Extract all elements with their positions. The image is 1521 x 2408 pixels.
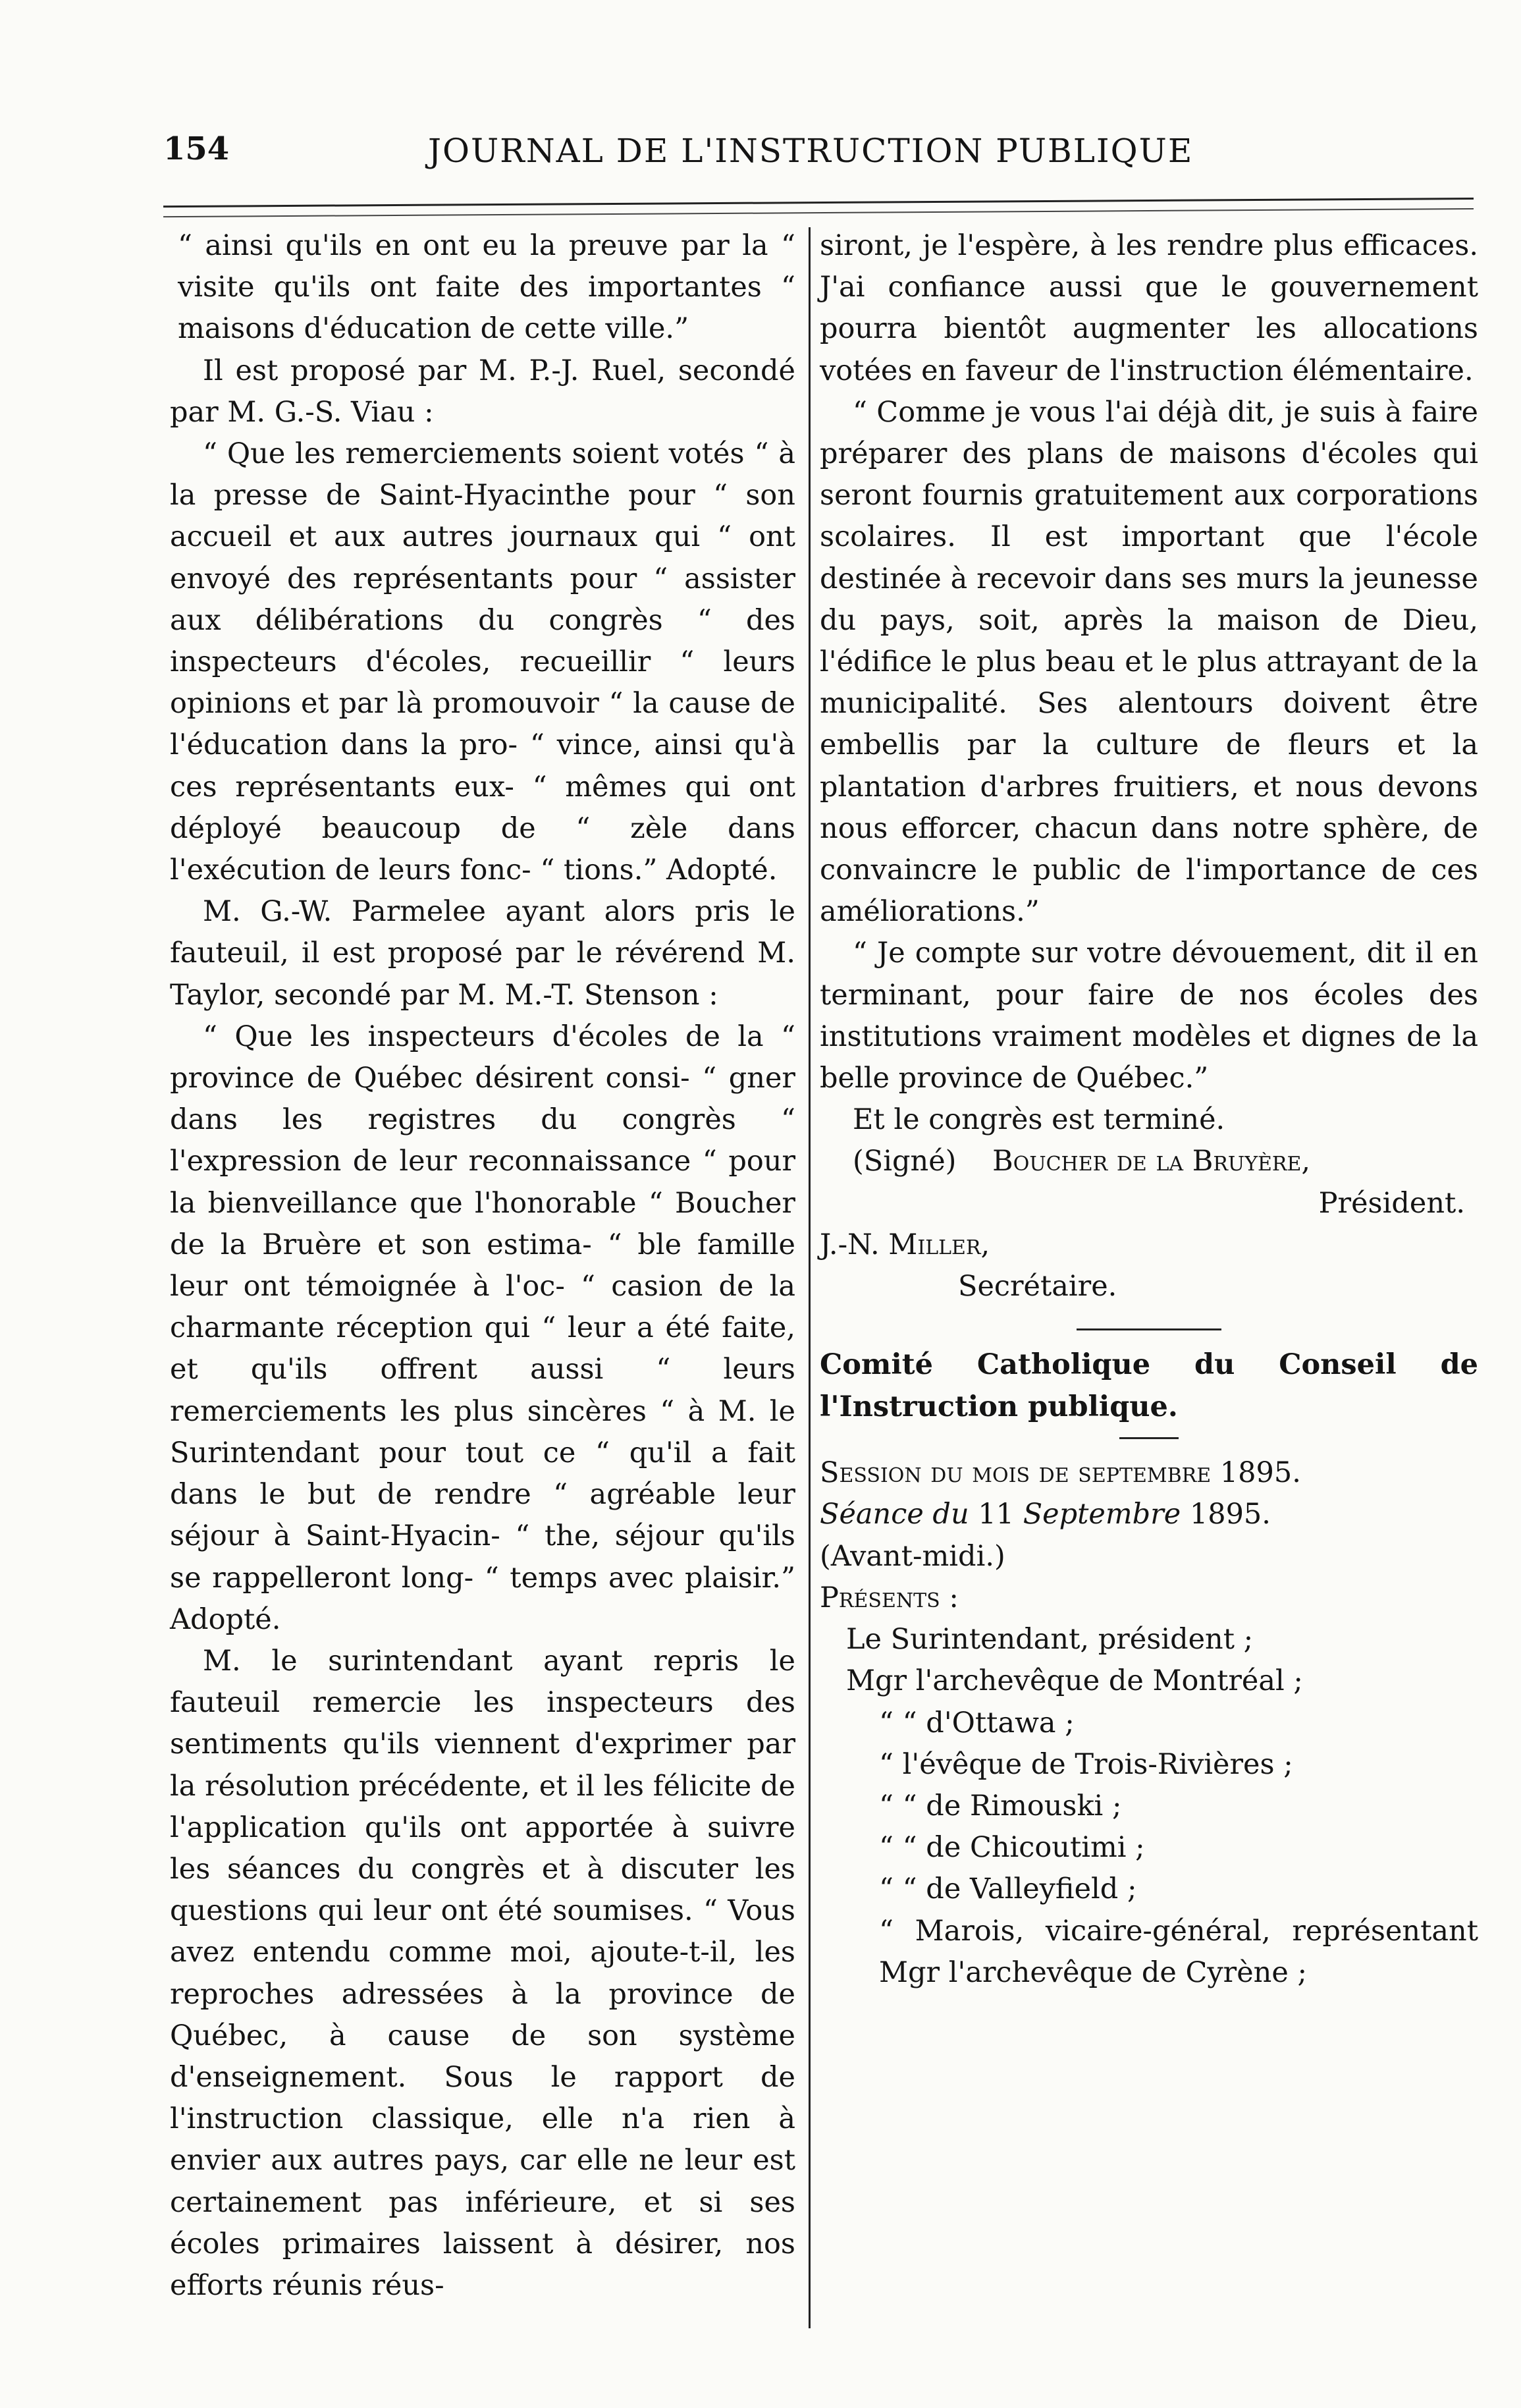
session-title: Session du mois de septembre 1895. <box>820 1456 1301 1490</box>
left-column <box>170 225 795 2307</box>
present-label: Présents : <box>820 1581 959 1614</box>
header-rule-secondary <box>163 208 1474 217</box>
motion-ruel: Il est proposé par M. P.-J. Ruel, secondé par M. G.-S. Viau : <box>170 354 795 429</box>
column-divider <box>809 227 811 2328</box>
resolution-thanks: “ Que les inspecteurs d'écoles de la “ province de Québec désirent consi- “ gner dans les registres du congrès “ l'expression de leur reconnaissance “ pour la bienveillance que l'honorable “ Boucher de la Bruère et son estima- “ ble famille leur ont témoignée à l'oc- “ casion de la charmante réception qui “ leur a été faite, et qu'ils offrent aussi “ leurs remerciements les plus sincères “ à M. le Surintendant pour tout ce “ qu'il a fait dans le but de rendre “ agréable leur séjour à Saint-Hyacin- “ the, séjour qu'ils se rappelleront long- “ temps avec plaisir.” Adopté. <box>170 1020 795 1636</box>
secretary-name: J.-N. Miller, <box>820 1228 990 1261</box>
member-item: “ “ d'Ottawa ; <box>879 1706 1075 1739</box>
signer-name: Boucher de la Bruyère, <box>992 1145 1311 1178</box>
member-item: “ Marois, vicaire-général, représentant Mgr l'archevêque de Cyrène ; <box>879 1914 1478 1989</box>
motion-parmelee: M. G.-W. Parmelee ayant alors pris le fauteuil, il est proposé par le révérend M. Taylor, secondé par M. M.-T. Stenson : <box>170 895 795 1012</box>
member-item: “ “ de Chicoutimi ; <box>879 1831 1145 1865</box>
secretary-title: Secrétaire. <box>958 1270 1117 1303</box>
page-header <box>0 0 1521 217</box>
sitting-prefix: Séance du <box>820 1498 969 1531</box>
sitting-day: 11 <box>978 1498 1015 1531</box>
resolution-press: “ Que les remerciements soient votés “ à la presse de Saint-Hyacinthe pour “ son accueil et aux autres journaux qui “ ont envoyé des représentants pour “ assister aux délibérations du congrès “ des inspecteurs d'écoles, recueillir “ leurs opinions et par là promouvoir “ la cause de l'éducation dans la pro- “ vince, ainsi qu'à ces représentants eux- “ mêmes qui ont déployé beaucoup de “ zèle dans l'exécution de leurs fonc- “ tions.” Adopté. <box>170 437 795 887</box>
quote-continuation: “ ainsi qu'ils en ont eu la preuve par la “ visite qu'ils ont faite des importantes “ maisons d'éducation de cette ville.” <box>178 229 795 346</box>
sitting-year: 1895. <box>1189 1498 1271 1531</box>
signer-title: Président. <box>1318 1186 1465 1220</box>
morning-label: (Avant-midi.) <box>820 1539 1005 1573</box>
remarks-continuation: siront, je l'espère, à les rendre plus efficaces. J'ai confiance aussi que le gouvernement pourra bientôt augmenter les allocations votées en faveur de l'instruction élémentaire. <box>820 229 1478 387</box>
header-rule <box>163 198 1474 207</box>
remarks-closing: “ Je compte sur votre dévouement, dit il en terminant, pour faire de nos écoles des institutions vraiment modèles et dignes de la belle province de Québec.” <box>820 937 1478 1095</box>
right-column <box>820 225 1478 1994</box>
signature-line <box>820 1141 1478 1182</box>
superintendent-remarks: M. le surintendant ayant repris le fauteuil remercie les inspecteurs des sentiments qu'ils viennent d'exprimer par la résolution précédente, et il les félicite de l'application qu'ils ont apportée à suivre les séances du congrès et à discuter les questions qui leur ont été soumises. “ Vous avez entendu comme moi, ajoute-t-il, les reproches adressées à la province de Québec, à cause de son système d'enseignement. Sous le rapport de l'instruction classique, elle n'a rien à envier aux autres pays, car elle ne leur est certainement pas inférieure, et si ses écoles primaires laissent à désirer, nos efforts réunis réus- <box>170 1644 795 2302</box>
page-number: 154 <box>163 130 230 167</box>
section-heading: Comité Catholique du Conseil de l'Instruction publique. <box>820 1348 1478 1424</box>
member-item: “ l'évêque de Trois-Rivières ; <box>879 1747 1293 1781</box>
member-item: Le Surintendant, président ; <box>846 1623 1254 1656</box>
section-separator <box>1077 1328 1221 1330</box>
signed-label: (Signé) <box>853 1145 957 1178</box>
journal-title: JOURNAL DE L'INSTRUCTION PUBLIQUE <box>428 132 1194 170</box>
congress-ended: Et le congrès est terminé. <box>853 1103 1225 1137</box>
heading-rule <box>1119 1437 1179 1439</box>
remarks-school-plans: “ Comme je vous l'ai déjà dit, je suis à faire préparer des plans de maisons d'écoles qui seront fournis gratuitement aux corporations scolaires. Il est important que l'école destinée à recevoir dans ses murs la jeunesse du pays, soit, après la maison de Dieu, l'édifice le plus beau et le plus attrayant de la municipalité. Ses alentours doivent être embellis par la culture de fleurs et la plantation d'arbres fruitiers, et nous devons nous efforcer, chacun dans notre sphère, de convaincre le public de l'importance de ces améliorations.” <box>820 395 1478 929</box>
member-item: “ “ de Valleyfield ; <box>879 1873 1137 1906</box>
sitting-month: Septembre <box>1023 1498 1181 1531</box>
sitting-date <box>820 1494 1478 1535</box>
member-item: Mgr l'archevêque de Montréal ; <box>846 1664 1303 1698</box>
member-item: “ “ de Rimouski ; <box>879 1789 1122 1822</box>
